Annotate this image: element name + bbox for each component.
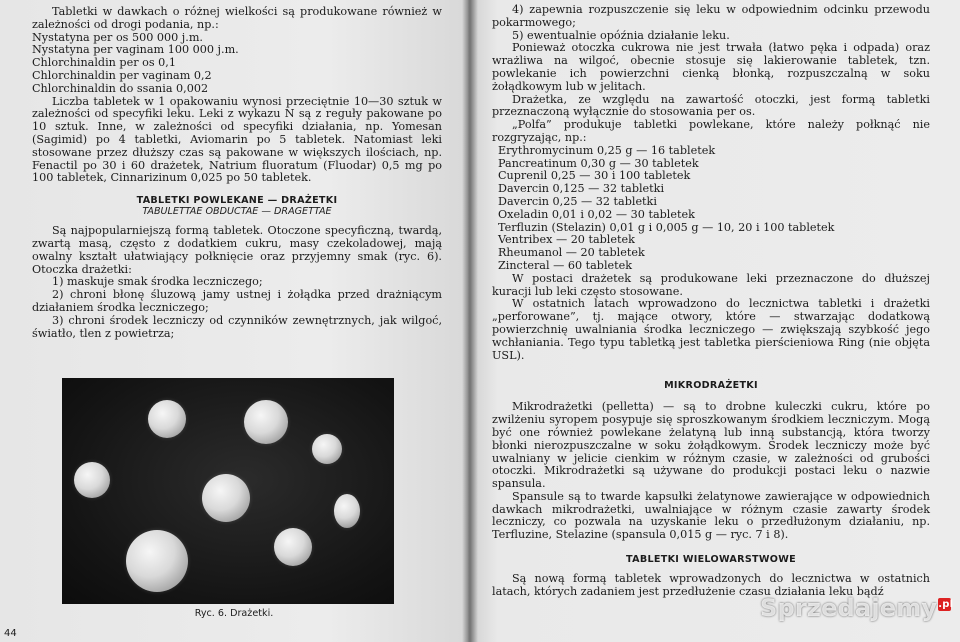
dragee bbox=[244, 400, 288, 444]
dragee-photo bbox=[62, 378, 394, 604]
list-item: 3) chroni środek leczniczy od czynników zewnętrznych, jak wilgoć, światło, tlen z powietrza; bbox=[32, 313, 442, 340]
product-item: Pancreatinum 0,30 g — 30 tabletek bbox=[498, 156, 699, 170]
product-item: Rheumanol — 20 tabletek bbox=[498, 246, 645, 260]
product-item: Zincteral — 60 tabletek bbox=[498, 258, 633, 272]
dragee bbox=[312, 434, 342, 464]
dose-example: Nystatyna per os 500 000 j.m. bbox=[32, 30, 203, 44]
section-title: TABLETKI POWLEKANE — DRAŻETKI bbox=[136, 195, 338, 207]
coating-paragraph: Ponieważ otoczka cukrowa nie jest trwała (łatwo pęka i odpada) oraz wrażliwa na wilgoć, obecnie stosuje się lakierowanie tabletek, tzn. powlekanie ich powierzchni cienką błonką, rozpuszczalną w soku żołądkowym lub w jelitach. bbox=[492, 41, 930, 93]
dose-example: Chlorchinaldin per os 0,1 bbox=[32, 56, 176, 70]
spansule-paragraph: Spansule są to twarde kapsułki żelatynowe zawierające w odpowiednich dawkach mikrodrażetki, uwalniające w różnym czasie zawarty środek leczniczy, co pozwala na uzyskanie leku o przedłużonym działaniu, np. Terfluzine, Stelazine (spansula 0,015 g — ryc. 7 i 8). bbox=[492, 489, 930, 542]
list-item: 4) zapewnia rozpuszczenie się leku w odpowiednim odcinku przewodu pokarmowego; bbox=[492, 3, 930, 29]
dragee bbox=[126, 530, 188, 592]
figure-caption: Ryc. 6. Drażetki. bbox=[194, 608, 274, 619]
product-item: Oxeladin 0,01 i 0,02 — 30 tabletek bbox=[498, 207, 695, 221]
section-latin-title: TABULETTAE OBDUCTAE — DRAGETTAE bbox=[142, 206, 332, 218]
package-paragraph: Liczba tabletek w 1 opakowaniu wynosi przeciętnie 10—30 sztuk w zależności od specyfiki leku. Leki z wykazu N są z reguły pakowane po 10 sztuk. Inne, w zależności od specyfiki działania, np. Yomesan (Sagimid) po 4 tabletki, Aviomarin po 5 tabletek. Natomiast leki stosowane przez dłuższy czas są pakowane w większych ilościach, np. Fenactil po 30 i 60 drażetek, Natrium fluoratum (Fluodar) 0,5 mg po 100 tabletek, Cinnarizinum 0,025 po 50 tabletek. bbox=[32, 94, 442, 185]
book-gutter bbox=[462, 0, 478, 642]
right-page bbox=[468, 0, 960, 642]
product-item: Erythromycinum 0,25 g — 16 tabletek bbox=[498, 143, 716, 157]
dose-example: Chlorchinaldin do ssania 0,002 bbox=[32, 81, 209, 95]
product-item: Terfluzin (Stelazin) 0,01 g i 0,005 g — 10, 20 i 100 tabletek bbox=[498, 220, 835, 234]
dragee bbox=[148, 400, 186, 438]
dragee bbox=[74, 462, 110, 498]
product-item: Davercin 0,25 — 32 tabletki bbox=[498, 194, 657, 208]
list-item: 5) ewentualnie opóźnia działanie leku. bbox=[512, 28, 730, 42]
perforated-paragraph: W ostatnich latach wprowadzono do lecznictwa tabletki i drażetki „perforowane”, tj. mające otwory, które — stwarzając dodatkową powierzchnię uwalniania środka leczniczego — zwiększają szybkość jego wchłaniania. Tego typu tabletką jest tabletka pierścieniowa Ring (nie objęta USL). bbox=[492, 297, 930, 362]
intro-paragraph: Tabletki w dawkach o różnej wielkości są produkowane również w zależności od drogi podania, np.: bbox=[32, 5, 442, 31]
multilayer-section-title: TABLETKI WIELOWARSTWOWE bbox=[626, 554, 796, 566]
list-item: 2) chroni błonę śluzową jamy ustnej i żołądka przed drażniącym działaniem środka leczniczego; bbox=[32, 288, 442, 314]
product-item: Ventribex — 20 tabletek bbox=[498, 233, 635, 247]
page-number: 44 bbox=[4, 628, 17, 639]
watermark-logo bbox=[760, 594, 954, 622]
product-item: Davercin 0,125 — 32 tabletki bbox=[498, 182, 665, 196]
dragee-paragraph: Drażetka, ze względu na zawartość otoczki, jest formą tabletki przeznaczoną wyłącznie do stosowania per os. bbox=[492, 92, 930, 119]
micro-paragraph: Mikrodrażetki (pelletta) — są to drobne kuleczki cukru, które po zwilżeniu syropem posypuje się sproszkowanym środkiem leczniczym. Mogą być one również powlekane żelatyną lub inną substancją, która tworzy błonki nierozpuszczalne w soku żołądkowym. Środek leczniczy może być uwalniany w jelicie cienkim w różnym czasie, w zależności od grubości otoczki. Mikrodrażetki są używane do produkcji postaci leku o nazwie spansula. bbox=[492, 400, 930, 491]
dose-example: Chlorchinaldin per vaginam 0,2 bbox=[32, 68, 212, 82]
watermark-text: Sprzedajemy bbox=[760, 594, 938, 622]
list-item: 1) maskuje smak środka leczniczego; bbox=[52, 275, 263, 289]
dragee bbox=[334, 494, 360, 528]
prolonged-paragraph: W postaci drażetek są produkowane leki przeznaczone do dłuższej kuracji lub leki często stosowane. bbox=[492, 271, 930, 298]
dragee bbox=[202, 474, 250, 522]
dragee bbox=[274, 528, 312, 566]
left-page bbox=[0, 0, 468, 642]
section-paragraph: Są najpopularniejszą formą tabletek. Otoczone specyficzną, twardą, zwartą masą, często z dodatkiem cukru, masy czekoladowej, mają owalny kształt ułatwiający połknięcie oraz przyjemny smak (ryc. 6). Otoczka drażetki: bbox=[32, 224, 442, 276]
product-item: Cuprenil 0,25 — 30 i 100 tabletek bbox=[498, 169, 691, 183]
micro-section-title: MIKRODRAŻETKI bbox=[664, 380, 758, 392]
multilayer-paragraph: Są nową formą tabletek wprowadzonych do lecznictwa w ostatnich latach, których zadaniem jest przedłużenie czasu działania leku bądź bbox=[492, 572, 930, 598]
watermark-suffix: .pl bbox=[938, 599, 954, 610]
polfa-paragraph: „Polfa” produkuje tabletki powlekane, które należy połknąć nie rozgryzając, np.: bbox=[492, 118, 930, 144]
dose-example: Nystatyna per vaginam 100 000 j.m. bbox=[32, 43, 239, 57]
